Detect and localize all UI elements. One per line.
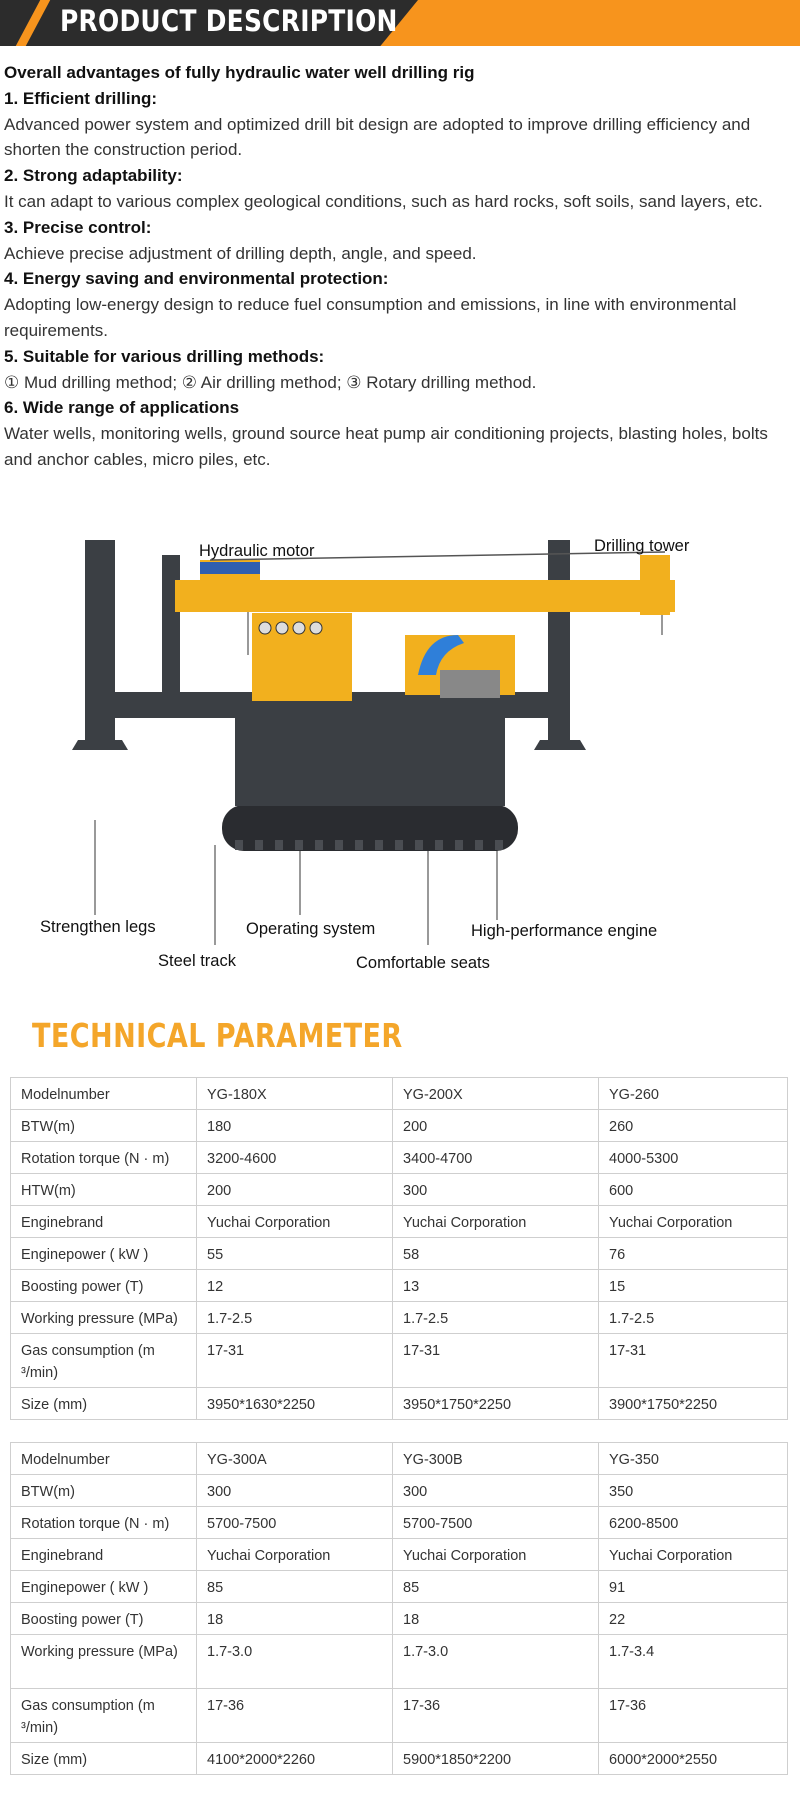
label-operating-system: Operating system xyxy=(246,920,376,938)
table-cell: Working pressure (MPa) xyxy=(11,1635,197,1689)
table-cell: 300 xyxy=(197,1475,393,1507)
table-cell: 4100*2000*2260 xyxy=(197,1743,393,1775)
table-cell: 1.7-3.0 xyxy=(393,1635,599,1689)
table-cell: 260 xyxy=(599,1110,788,1142)
table-row xyxy=(11,1206,788,1238)
advantage-heading: 3. Precise control: xyxy=(4,217,152,237)
label-steel-track: Steel track xyxy=(158,952,236,970)
table-cell: Enginepower ( kW ) xyxy=(11,1238,197,1270)
table-cell: 58 xyxy=(393,1238,599,1270)
table-cell: 55 xyxy=(197,1238,393,1270)
advantage-heading: 2. Strong adaptability: xyxy=(4,166,183,186)
table-cell: 1.7-3.4 xyxy=(599,1635,788,1689)
table-row xyxy=(11,1110,788,1142)
table-row xyxy=(11,1388,788,1420)
table-cell: Boosting power (T) xyxy=(11,1603,197,1635)
table-cell: 1.7-2.5 xyxy=(197,1302,393,1334)
table-cell: YG-200X xyxy=(393,1078,599,1110)
drilling-rig-illustration xyxy=(0,537,800,980)
parameter-table-2 xyxy=(10,1442,788,1775)
table-row xyxy=(11,1174,788,1206)
advantage-heading: 1. Efficient drilling: xyxy=(4,88,158,108)
table-cell: 17-31 xyxy=(197,1334,393,1388)
table-cell: 3950*1630*2250 xyxy=(197,1388,393,1420)
table-row xyxy=(11,1539,788,1571)
table-cell: 180 xyxy=(197,1110,393,1142)
table-cell: Yuchai Corporation xyxy=(393,1539,599,1571)
table-cell: 17-31 xyxy=(393,1334,599,1388)
table-cell: Gas consumption (m ³/min) xyxy=(11,1334,197,1388)
engine-block xyxy=(440,670,500,698)
table-row xyxy=(11,1689,788,1743)
table-row xyxy=(11,1507,788,1539)
table-row xyxy=(11,1270,788,1302)
table-cell: 4000-5300 xyxy=(599,1142,788,1174)
label-drilling-tower: Drilling tower xyxy=(594,537,690,555)
banner-title: PRODUCT DESCRIPTION xyxy=(60,4,398,38)
table-cell: 18 xyxy=(197,1603,393,1635)
table-row xyxy=(11,1142,788,1174)
table-cell: 300 xyxy=(393,1174,599,1206)
table-cell: 91 xyxy=(599,1571,788,1603)
table-cell: Modelnumber xyxy=(11,1443,197,1475)
section-banner xyxy=(0,0,800,46)
advantage-heading: 5. Suitable for various drilling methods: xyxy=(4,346,325,366)
table-cell: 1.7-2.5 xyxy=(393,1302,599,1334)
table-cell: Gas consumption (m ³/min) xyxy=(11,1689,197,1743)
advantage-heading: 4. Energy saving and environmental protection: xyxy=(4,269,389,289)
table-cell: Enginepower ( kW ) xyxy=(11,1571,197,1603)
table-cell: 15 xyxy=(599,1270,788,1302)
table-cell: HTW(m) xyxy=(11,1174,197,1206)
table-row xyxy=(11,1603,788,1635)
table-cell: 200 xyxy=(393,1110,599,1142)
table-cell: Yuchai Corporation xyxy=(599,1206,788,1238)
table-cell: Yuchai Corporation xyxy=(197,1206,393,1238)
table-row xyxy=(11,1571,788,1603)
label-strengthen-legs: Strengthen legs xyxy=(40,918,156,936)
description-intro: Overall advantages of fully hydraulic water well drilling rig xyxy=(4,63,475,82)
table-cell: 17-36 xyxy=(599,1689,788,1743)
table-cell: YG-300B xyxy=(393,1443,599,1475)
table-cell: 600 xyxy=(599,1174,788,1206)
table-row xyxy=(11,1078,788,1110)
table-cell: 5700-7500 xyxy=(393,1507,599,1539)
table-cell: 200 xyxy=(197,1174,393,1206)
table-cell: YG-350 xyxy=(599,1443,788,1475)
advantage-body: ① Mud drilling method; ② Air drilling method; ③ Rotary drilling method. xyxy=(4,372,537,392)
table-cell: 1.7-3.0 xyxy=(197,1635,393,1689)
table-cell: 17-36 xyxy=(197,1689,393,1743)
steel-track-shape xyxy=(222,805,518,851)
rig-body xyxy=(175,552,675,701)
table-cell: 5900*1850*2200 xyxy=(393,1743,599,1775)
technical-parameter-title: TECHNICAL PARAMETER xyxy=(32,1016,403,1055)
table-row xyxy=(11,1238,788,1270)
table-cell: 12 xyxy=(197,1270,393,1302)
label-hydraulic-motor: Hydraulic motor xyxy=(199,542,315,560)
table-cell: 6000*2000*2550 xyxy=(599,1743,788,1775)
table-cell: Enginebrand xyxy=(11,1206,197,1238)
table-cell: 85 xyxy=(393,1571,599,1603)
table-cell: 22 xyxy=(599,1603,788,1635)
label-high-performance-engine: High-performance engine xyxy=(471,922,658,940)
table-cell: Enginebrand xyxy=(11,1539,197,1571)
table-cell: 18 xyxy=(393,1603,599,1635)
table-cell: Size (mm) xyxy=(11,1388,197,1420)
table-cell: 1.7-2.5 xyxy=(599,1302,788,1334)
table-row xyxy=(11,1635,788,1689)
table-cell: 76 xyxy=(599,1238,788,1270)
table-row xyxy=(11,1743,788,1775)
table-cell: 3950*1750*2250 xyxy=(393,1388,599,1420)
table-cell: Modelnumber xyxy=(11,1078,197,1110)
advantage-body: It can adapt to various complex geological conditions, such as hard rocks, soft soils, sand layers, etc. xyxy=(4,191,763,211)
table-row xyxy=(11,1443,788,1475)
advantage-body: Achieve precise adjustment of drilling depth, angle, and speed. xyxy=(4,243,477,263)
table-row xyxy=(11,1302,788,1334)
table-cell: 13 xyxy=(393,1270,599,1302)
table-cell: Yuchai Corporation xyxy=(393,1206,599,1238)
table-cell: 300 xyxy=(393,1475,599,1507)
table-cell: 5700-7500 xyxy=(197,1507,393,1539)
table-row xyxy=(11,1475,788,1507)
advantage-body: Adopting low-energy design to reduce fuel consumption and emissions, in line with environmental requirements. xyxy=(4,295,737,340)
table-cell: Working pressure (MPa) xyxy=(11,1302,197,1334)
table-cell: 17-31 xyxy=(599,1334,788,1388)
table-cell: Rotation torque (N · m) xyxy=(11,1142,197,1174)
table-cell: 6200-8500 xyxy=(599,1507,788,1539)
table-cell: YG-260 xyxy=(599,1078,788,1110)
table-cell: 17-36 xyxy=(393,1689,599,1743)
table-cell: BTW(m) xyxy=(11,1110,197,1142)
table-cell: Size (mm) xyxy=(11,1743,197,1775)
table-cell: 3900*1750*2250 xyxy=(599,1388,788,1420)
table-cell: BTW(m) xyxy=(11,1475,197,1507)
parameter-table-1 xyxy=(10,1077,788,1420)
table-row xyxy=(11,1334,788,1388)
advantage-body: Water wells, monitoring wells, ground source heat pump air conditioning projects, blasting holes, bolts and anchor cables, micro piles, etc. xyxy=(4,424,768,469)
table-cell: YG-300A xyxy=(197,1443,393,1475)
product-description xyxy=(4,60,796,473)
table-cell: 3400-4700 xyxy=(393,1142,599,1174)
table-cell: Yuchai Corporation xyxy=(599,1539,788,1571)
table-cell: Yuchai Corporation xyxy=(197,1539,393,1571)
label-comfortable-seats: Comfortable seats xyxy=(356,954,490,972)
drilling-rig-image xyxy=(0,540,800,980)
advantage-heading: 6. Wide range of applications xyxy=(4,398,240,418)
advantage-body: Advanced power system and optimized drill bit design are adopted to improve drilling efficiency and shorten the construction period. xyxy=(4,114,751,160)
table-cell: 85 xyxy=(197,1571,393,1603)
table-cell: YG-180X xyxy=(197,1078,393,1110)
table-cell: Boosting power (T) xyxy=(11,1270,197,1302)
table-cell: Rotation torque (N · m) xyxy=(11,1507,197,1539)
table-cell: 3200-4600 xyxy=(197,1142,393,1174)
table-cell: 350 xyxy=(599,1475,788,1507)
